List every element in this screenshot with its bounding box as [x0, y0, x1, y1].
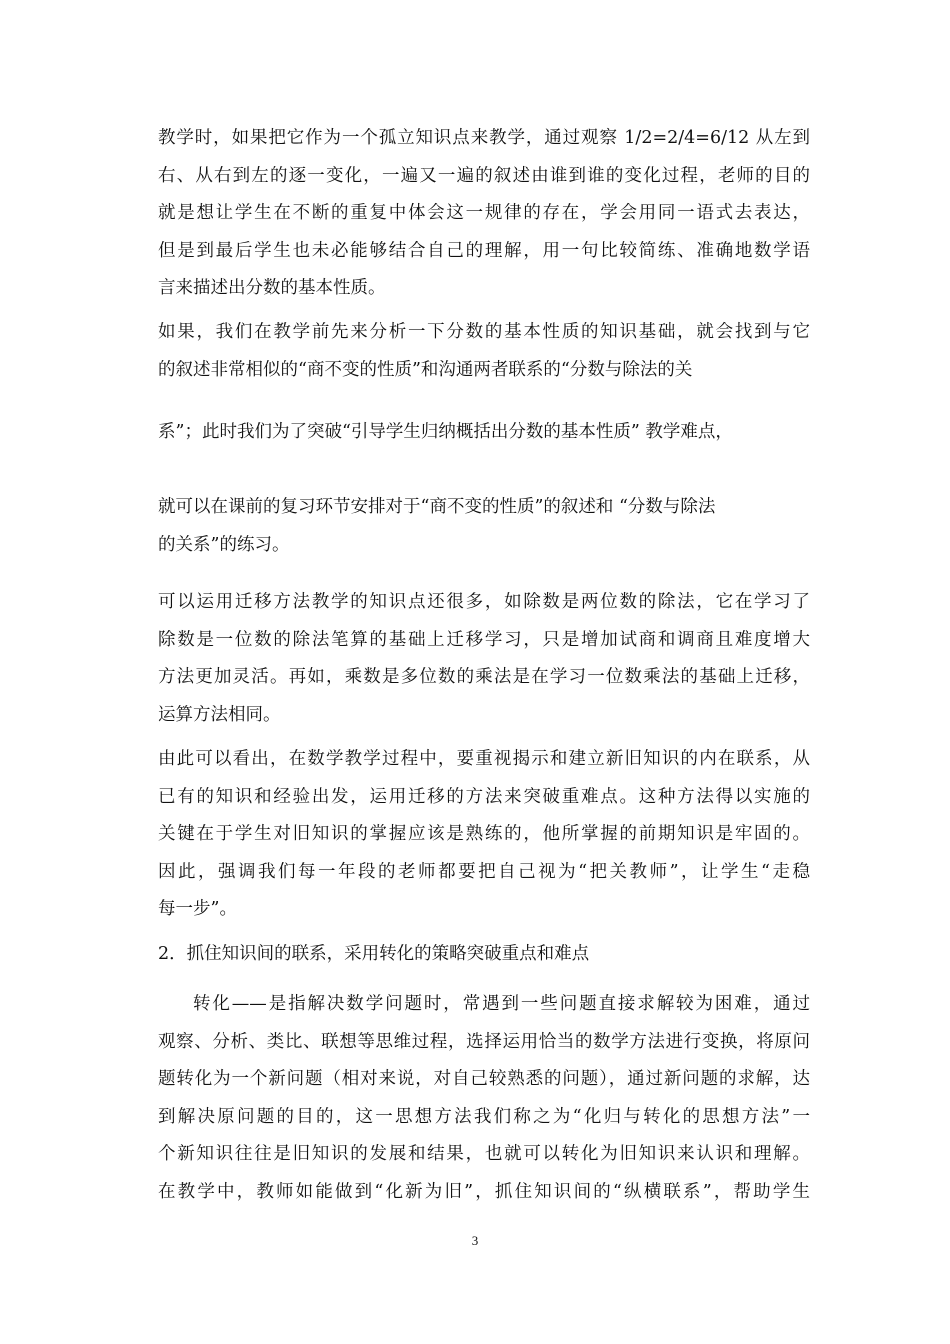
paragraph-fraction-teaching: [158, 120, 810, 308]
text-line: 运算方法相同。: [158, 704, 281, 725]
text-line: 言来描述出分数的基本性质。: [158, 278, 386, 299]
text-line: 的叙述非常相似的“商不变的性质”和沟通两者联系的“分数与除法的关: [158, 359, 693, 380]
paragraph-transfer-examples: [158, 584, 810, 734]
text-line: 方法更加灵活。再如，乘数是多位数的乘法是在学习一位数乘法的基础上迁移，: [158, 667, 810, 688]
paragraph-conclusion: [158, 741, 810, 929]
section-heading-text: 2．抓住知识间的联系，采用转化的策略突破重点和难点: [158, 944, 590, 964]
text-line: 就可以在课前的复习环节安排对于“商不变的性质”的叙述和 “分数与除法: [158, 497, 716, 517]
text-line: 右、从右到左的逐一变化，一遍又一遍的叙述由谁到谁的变化过程，老师的目的: [158, 165, 810, 186]
text-line: 关键在于学生对旧知识的掌握应该是熟练的，他所掌握的前期知识是牢固的。: [158, 824, 810, 845]
text-line: 系”；此时我们为了突破“引导学生归纳概括出分数的基本性质” 教学难点，: [158, 422, 733, 442]
text-line: 就是想让学生在不断的重复中体会这一规律的存在，学会用同一语式去表达，: [158, 203, 810, 224]
text-line: 但是到最后学生也未必能够结合自己的理解，用一句比较简练、准确地数学语: [158, 240, 810, 261]
text-line: 由此可以看出，在数学教学过程中，要重视揭示和建立新旧知识的内在联系，从: [158, 749, 810, 769]
text-line: 观察、分析、类比、联想等思维过程，选择运用恰当的数学方法进行变换，将原问: [158, 1031, 810, 1052]
text-line: 已有的知识和经验出发，运用迁移的方法来突破重难点。这种方法得以实施的: [158, 786, 810, 807]
section-heading-2: [158, 936, 810, 974]
text-line: 题转化为一个新问题（相对来说，对自己较熟悉的问题），通过新问题的求解，达: [158, 1069, 810, 1090]
page-number: 3: [471, 1233, 479, 1248]
text-line: 如果，我们在教学前先来分析一下分数的基本性质的知识基础，就会找到与它: [158, 322, 810, 342]
text-line: 可以运用迁移方法教学的知识点还很多，如除数是两位数的除法，它在学习了: [158, 592, 810, 612]
text-line: 教学时，如果把它作为一个孤立知识点来教学，通过观察 1/2=2/4=6/12 从左到: [158, 128, 810, 148]
text-line: 到解决原问题的目的，这一思想方法我们称之为“化归与转化的思想方法”一: [158, 1106, 810, 1127]
text-line: 每一步”。: [158, 899, 237, 920]
text-line: 除数是一位数的除法笔算的基础上迁移学习，只是增加试商和调商且难度增大: [158, 629, 810, 650]
paragraph-review-practice: [158, 489, 810, 564]
text-line: 转化——是指解决数学问题时，常遇到一些问题直接求解较为困难，通过: [193, 994, 810, 1014]
text-line: 因此，强调我们每一年段的老师都要把自己视为“把关教师”，让学生“走稳: [158, 861, 810, 882]
paragraph-teaching-difficulty: [158, 414, 810, 452]
text-line: 的关系”的练习。: [158, 534, 290, 555]
text-line: 在教学中，教师如能做到“化新为旧”，抓住知识间的“纵横联系”，帮助学生: [158, 1181, 810, 1202]
text-line: 个新知识往往是旧知识的发展和结果，也就可以转化为旧知识来认识和理解。: [158, 1144, 810, 1165]
paragraph-knowledge-foundation: [158, 314, 810, 389]
paragraph-transformation: [158, 986, 810, 1212]
